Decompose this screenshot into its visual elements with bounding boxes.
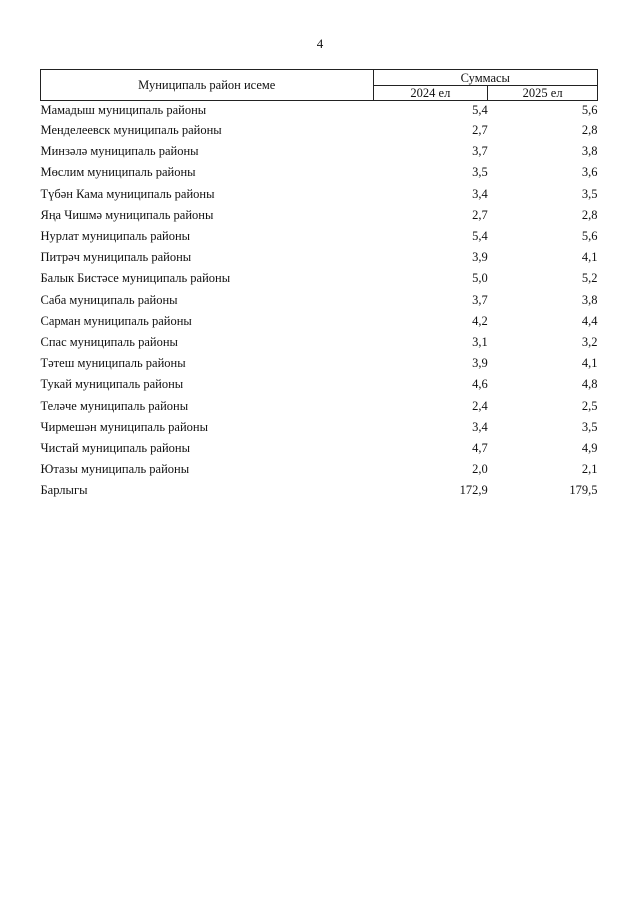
value-2024-cell: 2,7: [472, 207, 488, 222]
district-name-cell: Мамадыш муниципаль районы: [40, 103, 207, 117]
header-year-2025: 2025 ел: [488, 86, 598, 101]
value-2025-cell: 3,8: [581, 292, 598, 307]
table-row: [41, 438, 598, 459]
value-2025-cell: 4,4: [581, 313, 598, 328]
value-2024-cell: 3,4: [472, 186, 488, 201]
district-name-cell: Менделеевск муниципаль районы: [40, 123, 222, 137]
district-name-cell: Чирмешән муниципаль районы: [40, 419, 208, 434]
district-name-cell: Теләче муниципаль районы: [40, 398, 189, 413]
value-2024-cell: 2,7: [472, 123, 488, 137]
table-row: [41, 184, 598, 205]
district-name-cell: Сарман муниципаль районы: [40, 313, 192, 328]
table-row: [41, 141, 598, 162]
value-2025-cell: 4,1: [581, 356, 598, 371]
value-2024-cell: 5,0: [472, 271, 488, 286]
table-row: [41, 374, 598, 395]
table-row: [41, 162, 598, 183]
district-name-cell: Мөслим муниципаль районы: [40, 165, 196, 180]
value-2024-cell: 4,2: [472, 313, 488, 328]
value-2024-cell: 3,7: [472, 292, 488, 307]
value-2025-cell: 3,5: [581, 419, 598, 434]
district-name-cell: Минзәлә муниципаль районы: [40, 144, 199, 159]
table-row: [41, 311, 598, 332]
table-row: [41, 247, 598, 268]
district-name-cell: Нурлат муниципаль районы: [40, 229, 191, 244]
district-name-cell: Саба муниципаль районы: [40, 292, 178, 307]
page-number: 4: [316, 36, 324, 51]
table-row: [41, 417, 598, 438]
value-2024-cell: 4,7: [472, 441, 488, 456]
value-2024-cell: 3,7: [472, 144, 488, 159]
value-2025-cell: 2,5: [581, 398, 598, 413]
value-2025-cell: 3,8: [581, 144, 598, 159]
value-2025-cell: 2,8: [581, 123, 598, 137]
district-name-cell: Питрәч муниципаль районы: [40, 250, 192, 265]
allocation-table: [40, 69, 598, 502]
district-name-cell: Яңа Чишмә муниципаль районы: [40, 207, 214, 222]
district-name-cell: Спас муниципаль районы: [40, 335, 178, 350]
table-row: [41, 226, 598, 247]
value-2025-cell: 2,8: [581, 207, 598, 222]
value-2024-cell: 5,4: [472, 103, 488, 117]
value-2025-cell: 5,6: [581, 229, 598, 244]
value-2025-cell: 5,6: [581, 103, 598, 117]
value-2024-cell: 3,1: [472, 335, 488, 350]
district-name-cell: Түбән Кама муниципаль районы: [40, 186, 215, 201]
header-sum-group: Суммасы: [373, 70, 597, 86]
value-2025-cell: 4,9: [581, 441, 598, 456]
value-2024-cell: 172,9: [459, 483, 488, 498]
table-row: [41, 396, 598, 417]
value-2024-cell: 3,5: [472, 165, 488, 180]
value-2024-cell: 4,6: [472, 377, 488, 392]
value-2025-cell: 179,5: [569, 483, 598, 498]
table-row: [41, 353, 598, 374]
value-2025-cell: 4,1: [581, 250, 598, 265]
table-body: [41, 101, 598, 502]
district-name-cell: Тәтеш муниципаль районы: [40, 356, 186, 371]
district-name-cell: Чистай муниципаль районы: [40, 441, 190, 456]
header-district-name: Муниципаль район исеме: [41, 70, 374, 101]
value-2024-cell: 3,4: [472, 419, 488, 434]
value-2025-cell: 3,6: [581, 165, 598, 180]
district-name-cell: Балык Бистәсе муниципаль районы: [40, 271, 231, 286]
table-row: [41, 101, 598, 121]
value-2025-cell: 5,2: [581, 271, 598, 286]
value-2024-cell: 2,4: [472, 398, 488, 413]
table-row: [41, 332, 598, 353]
value-2025-cell: 2,1: [581, 462, 598, 477]
value-2024-cell: 2,0: [472, 462, 488, 477]
district-name-cell: Ютазы муниципаль районы: [40, 462, 190, 477]
table-row: [41, 268, 598, 289]
value-2025-cell: 4,8: [581, 377, 598, 392]
value-2024-cell: 5,4: [472, 229, 488, 244]
value-2025-cell: 3,5: [581, 186, 598, 201]
district-name-cell: Тукай муниципаль районы: [40, 377, 184, 392]
table-row: [41, 205, 598, 226]
value-2024-cell: 3,9: [472, 356, 488, 371]
value-2025-cell: 3,2: [581, 335, 598, 350]
table-row: [41, 459, 598, 480]
table-header: [41, 70, 598, 101]
table-row: [41, 120, 598, 141]
value-2024-cell: 3,9: [472, 250, 488, 265]
table-row: [41, 480, 598, 501]
table-row: [41, 290, 598, 311]
header-year-2024: 2024 ел: [373, 86, 488, 101]
district-name-cell: Барлыгы: [40, 483, 88, 498]
